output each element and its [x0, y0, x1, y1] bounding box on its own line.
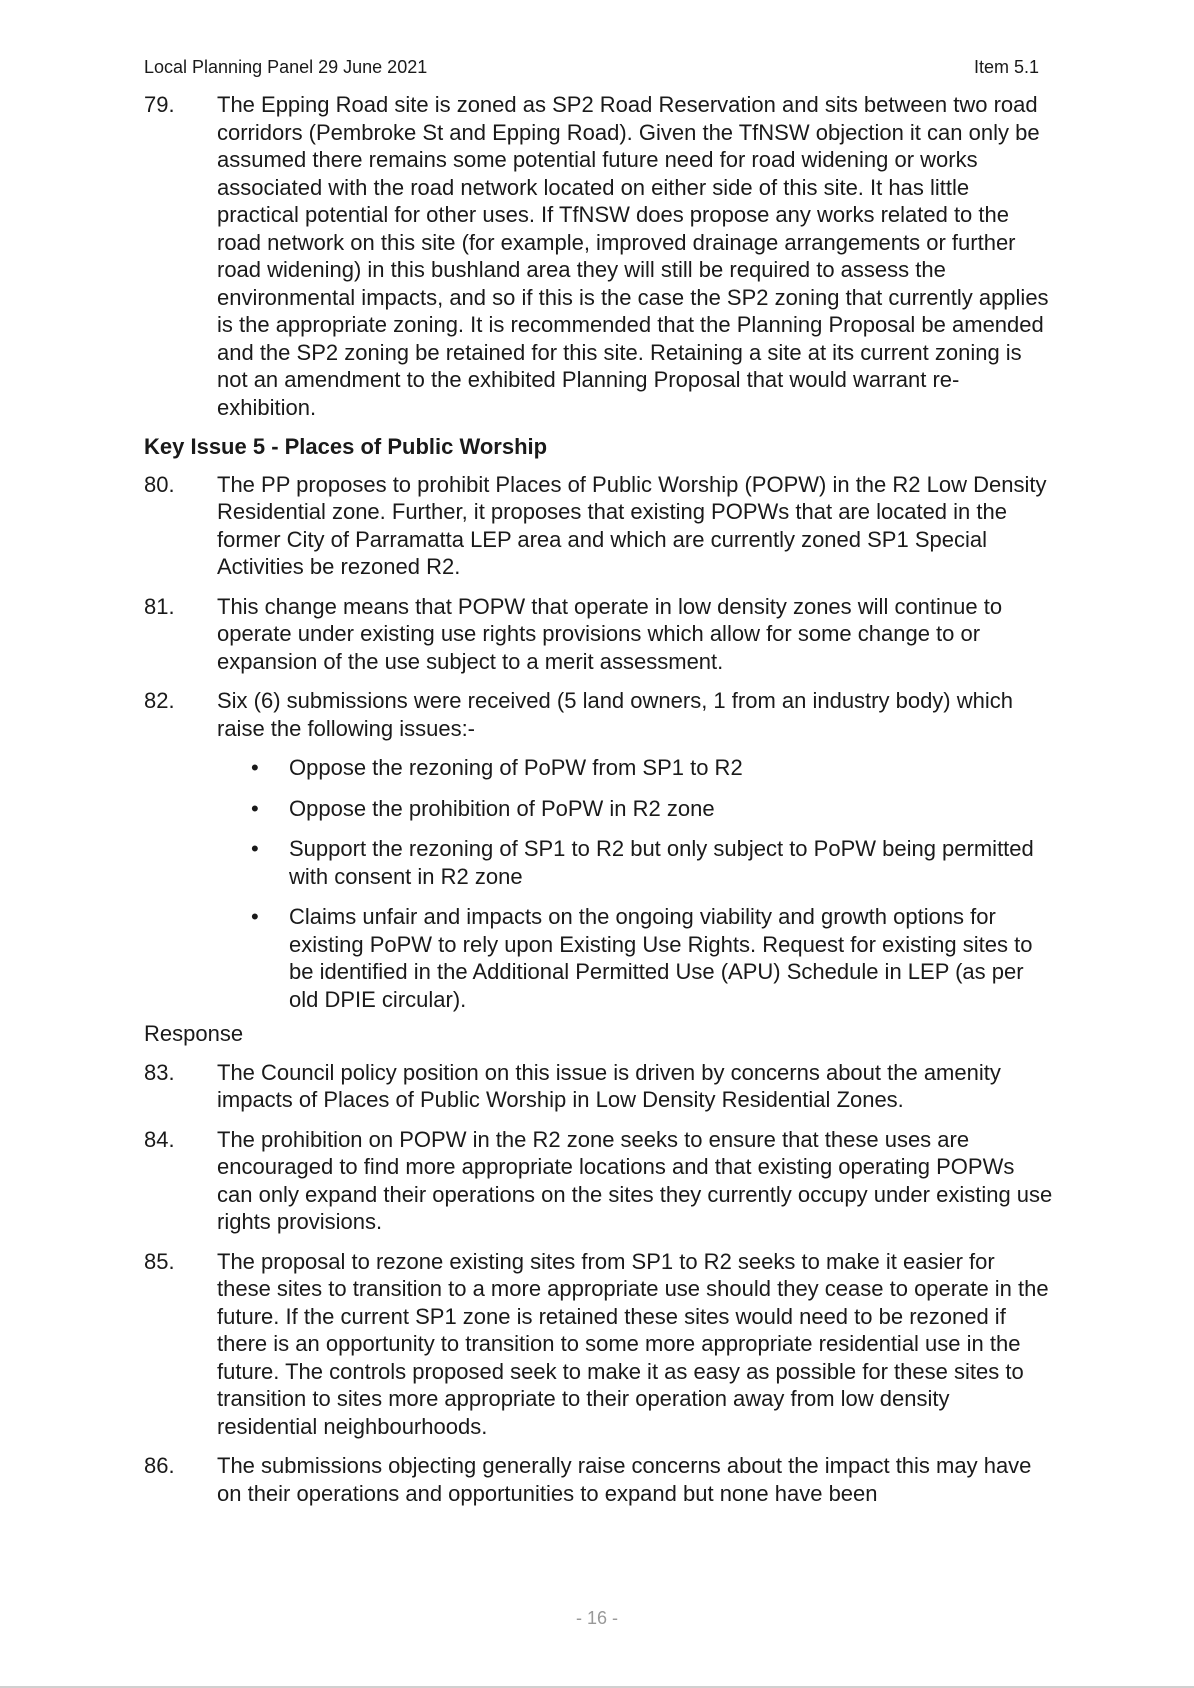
paragraph-86 [144, 1452, 1054, 1507]
paragraph-text: The prohibition on POPW in the R2 zone seeks to ensure that these uses are encouraged to find more appropriate locations and that existing operating POPWs can only expand their operations on the sites they currently occupy under existing use rights provisions. [217, 1126, 1053, 1234]
bullet-icon: • [251, 904, 259, 929]
paragraph-79 [144, 91, 1054, 421]
bullet-text: Claims unfair and impacts on the ongoing viability and growth options for existing PoPW to rely upon Existing Use Rights. Request for existing sites to be identified in the Additional Permitted Use (APU) Schedule in LEP (as per old DPIE circular). [289, 904, 1033, 1012]
bullet-item [217, 835, 1054, 890]
paragraph-number: 83. [144, 1059, 175, 1085]
bullet-item [217, 795, 1054, 823]
paragraph-number: 81. [144, 593, 175, 619]
paragraph-text: The Council policy position on this issue is driven by concerns about the amenity impacts of Places of Public Worship in Low Density Residential Zones. [217, 1059, 1001, 1112]
paragraph-number: 85. [144, 1248, 175, 1274]
bullet-item [217, 754, 1054, 782]
paragraph-80 [144, 471, 1054, 581]
paragraph-83 [144, 1059, 1054, 1114]
header-item-number: Item 5.1 [973, 57, 1039, 77]
paragraph-82 [144, 687, 1054, 742]
bullet-text: Oppose the prohibition of PoPW in R2 zone [289, 795, 715, 821]
page-number: - 16 - [575, 1608, 618, 1628]
bullet-text: Support the rezoning of SP1 to R2 but only subject to PoPW being permitted with consent in R2 zone [289, 836, 1034, 889]
response-label: Response [144, 1021, 244, 1046]
paragraph-number: 86. [144, 1453, 175, 1478]
paragraph-text: Six (6) submissions were received (5 land owners, 1 from an industry body) which raise the following issues:- [217, 688, 1013, 741]
section-heading: Key Issue 5 - Places of Public Worship [144, 434, 548, 459]
issues-bullet-list [144, 754, 1054, 1013]
bullet-text: Oppose the rezoning of PoPW from SP1 to R2 [289, 755, 743, 780]
paragraph-85 [144, 1248, 1054, 1441]
bullet-icon: • [251, 795, 259, 821]
paragraph-number: 79. [144, 92, 175, 117]
paragraph-text: The Epping Road site is zoned as SP2 Road Reservation and sits between two road corridors (Pembroke St and Epping Road). Given the TfNSW objection it can only be assumed there remains some potential future need for road widening or works associated with the road network located on either side of this site. It has little practical potential for other uses. If TfNSW does propose any works related to the road network on this site (for example, improved drainage arrangements or further road widening) in this bushland area they will still be required to assess the environmental impacts, and so if this is the case the SP2 zoning that currently applies is the appropriate zoning. It is recommended that the Planning Proposal be amended and the SP2 zoning be retained for this site. Retaining a site at its current zoning is not an amendment to the exhibited Planning Proposal that would warrant re-exhibition. [217, 92, 1049, 420]
paragraph-number: 82. [144, 688, 175, 713]
page-header [144, 57, 1039, 78]
bullet-icon: • [251, 836, 259, 861]
document-body [144, 91, 1054, 1519]
bullet-item [217, 903, 1054, 1013]
paragraph-81 [144, 593, 1054, 676]
paragraph-text: The PP proposes to prohibit Places of Public Worship (POPW) in the R2 Low Density Residential zone. Further, it proposes that existing POPWs that are located in the former City of Parramatta LEP area and which are currently zoned SP1 Special Activities be rezoned R2. [217, 471, 1047, 579]
paragraph-text: The proposal to rezone existing sites from SP1 to R2 seeks to make it easier for these sites to transition to a more appropriate use should they cease to operate in the future. If the current SP1 zone is retained these sites would need to be rezoned if there is an opportunity to transition to some more appropriate residential use in the future. The controls proposed seek to make it as easy as possible for these sites to transition to sites more appropriate to their operation away from low density residential neighbourhoods. [217, 1248, 1049, 1439]
paragraph-number: 80. [144, 471, 175, 497]
bullet-icon: • [251, 755, 259, 780]
paragraph-text: The submissions objecting generally raise concerns about the impact this may have on their operations and opportunities to expand but none have been [217, 1453, 1032, 1506]
paragraph-text: This change means that POPW that operate in low density zones will continue to operate under existing use rights provisions which allow for some change to or expansion of the use subject to a merit assessment. [217, 593, 1003, 674]
paragraph-84 [144, 1126, 1054, 1236]
paragraph-number: 84. [144, 1126, 175, 1152]
header-meeting-title: Local Planning Panel 29 June 2021 [144, 57, 428, 77]
